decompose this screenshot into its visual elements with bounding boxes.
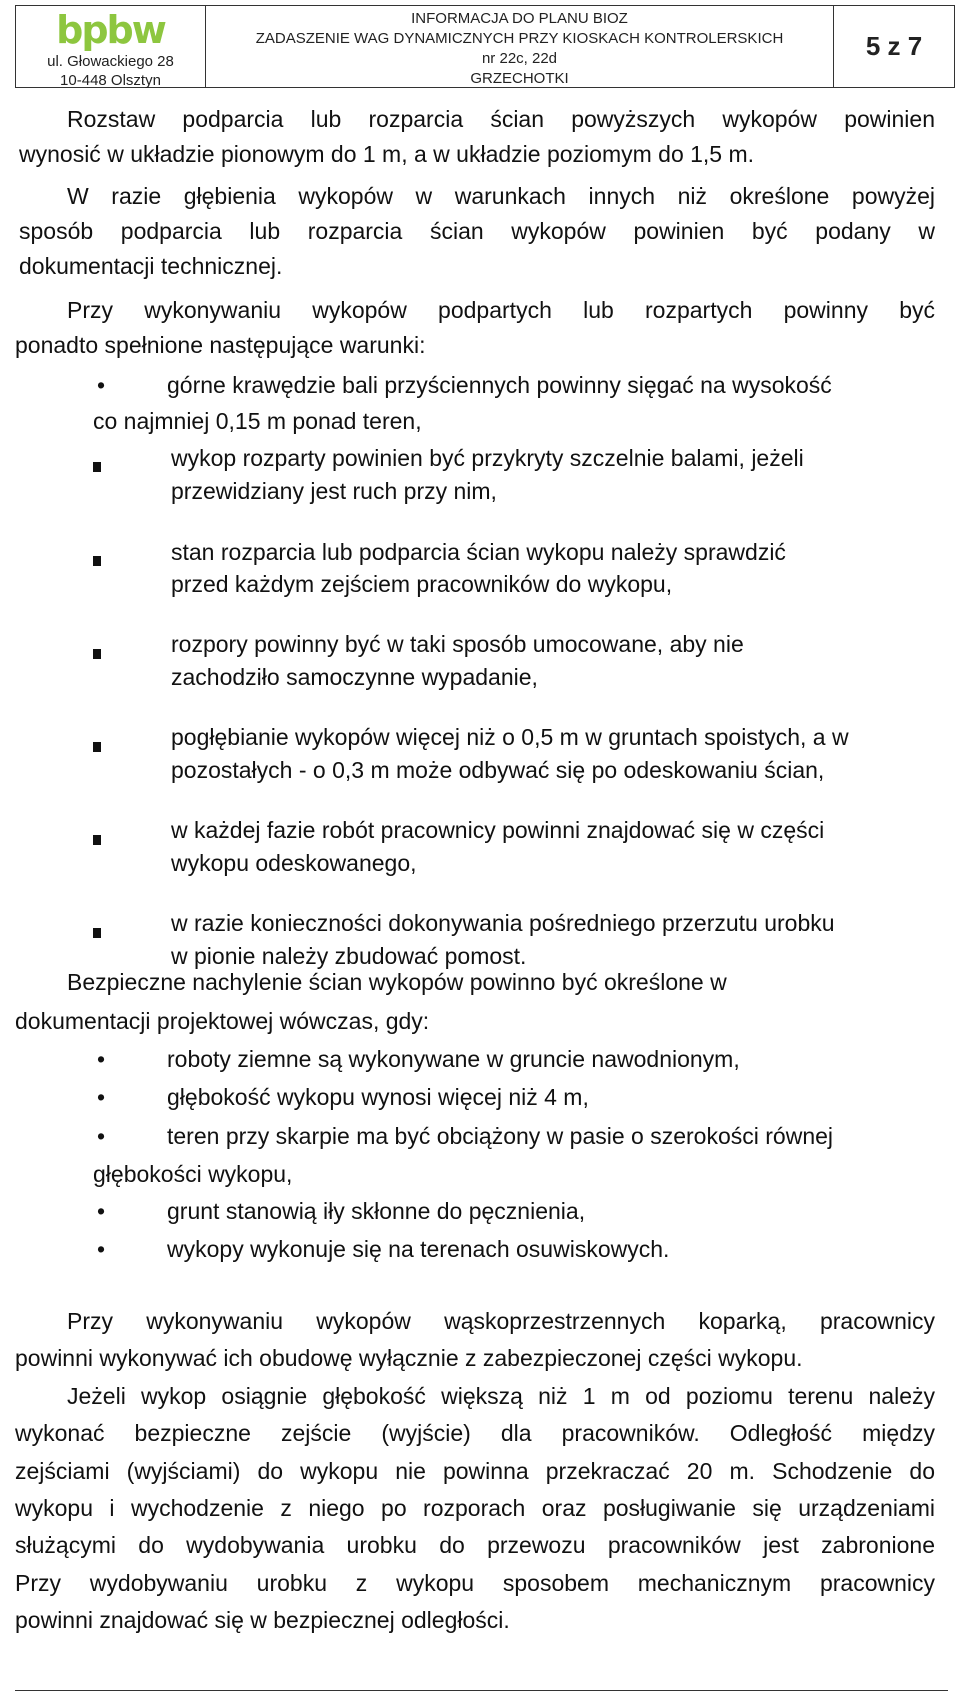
paragraph-line: Przy wydobywaniu urobku z wykopu sposobem mechanicznym pracownicy bbox=[15, 1570, 935, 1596]
page-header bbox=[15, 5, 955, 88]
square-bullet-icon bbox=[93, 451, 101, 478]
address-line-1: ul. Głowackiego 28 bbox=[47, 53, 174, 70]
list-item-text: w razie konieczności dokonywania pośredniego przerzutu urobku bbox=[171, 910, 835, 936]
address-line-2: 10-448 Olsztyn bbox=[60, 72, 161, 89]
paragraph-line: powinni wykonywać ich obudowę wyłącznie z zabezpieczonej części wykopu. bbox=[15, 1345, 803, 1371]
list-item-text: w każdej fazie robót pracownicy powinni znajdować się w części bbox=[171, 817, 825, 843]
square-bullet-icon bbox=[93, 731, 101, 758]
list-item-text: roboty ziemne są wykonywane w gruncie nawodnionym, bbox=[167, 1046, 740, 1072]
header-title-3: nr 22c, 22d bbox=[481, 50, 558, 67]
list-item-text: teren przy skarpie ma być obciążony w pasie o szerokości równej bbox=[167, 1123, 834, 1149]
list-item-text: zachodziło samoczynne wypadanie, bbox=[171, 664, 538, 690]
paragraph-line: sposób podparcia lub rozparcia ścian wykopów powinien być podany w bbox=[19, 218, 935, 244]
paragraph-line: Rozstaw podparcia lub rozparcia ścian powyższych wykopów powinien bbox=[67, 106, 935, 132]
square-bullet-icon bbox=[93, 917, 101, 944]
square-bullet-icon bbox=[93, 638, 101, 665]
paragraph-line: Przy wykonywaniu wykopów wąskoprzestrzennych koparką, pracownicy bbox=[67, 1308, 935, 1334]
bullet-dot: • bbox=[97, 1236, 106, 1262]
list-item-text: wykopy wykonuje się na terenach osuwiskowych. bbox=[167, 1236, 670, 1262]
paragraph-line: wykonać bezpieczne zejście (wyjście) dla pracowników. Odległość między bbox=[15, 1420, 935, 1446]
list-item-text: stan rozparcia lub podparcia ścian wykopu należy sprawdzić bbox=[171, 539, 786, 565]
list-item-text: co najmniej 0,15 m ponad teren, bbox=[93, 408, 422, 434]
list-item-text: w pionie należy zbudować pomost. bbox=[171, 943, 527, 969]
square-bullet-icon bbox=[93, 824, 101, 851]
list-item-text: wykop rozparty powinien być przykryty szczelnie balami, jeżeli bbox=[171, 445, 804, 471]
paragraph-line: Jeżeli wykop osiągnie głębokość większą niż 1 m od poziomu terenu należy bbox=[67, 1383, 935, 1409]
company-logo: bpbw bbox=[56, 8, 165, 52]
list-item-text: pogłębianie wykopów więcej niż o 0,5 m w gruntach spoistych, a w bbox=[171, 724, 849, 750]
header-title-4: GRZECHOTKI bbox=[470, 70, 569, 87]
paragraph-line: zejściami (wyjściami) do wykopu nie powinna przekraczać 20 m. Schodzenie do bbox=[15, 1458, 935, 1484]
paragraph-line: wykopu i wychodzenie z niego po rozporach oraz posługiwanie się urządzeniami bbox=[15, 1495, 935, 1521]
list-item-text: rozpory powinny być w taki sposób umocowane, aby nie bbox=[171, 631, 744, 657]
paragraph-line: Bezpieczne nachylenie ścian wykopów powinno być określone w bbox=[67, 969, 727, 995]
paragraph-line: dokumentacji technicznej. bbox=[19, 253, 283, 279]
header-title-1: INFORMACJA DO PLANU BIOZ bbox=[411, 10, 628, 27]
header-logo-cell bbox=[16, 6, 206, 87]
paragraph-line: W razie głębienia wykopów w warunkach innych niż określone powyżej bbox=[67, 183, 935, 209]
list-item-text: górne krawędzie bali przyściennych powinny sięgać na wysokość bbox=[167, 372, 832, 398]
bullet-dot: • bbox=[97, 1198, 106, 1224]
list-item-text: głębokości wykopu, bbox=[93, 1161, 293, 1187]
list-item-text: wykopu odeskowanego, bbox=[171, 850, 417, 876]
bullet-dot: • bbox=[97, 1084, 106, 1110]
paragraph-line: dokumentacji projektowej wówczas, gdy: bbox=[15, 1008, 430, 1034]
paragraph-line: wynosić w układzie pionowym do 1 m, a w układzie poziomym do 1,5 m. bbox=[19, 141, 755, 167]
footer-divider bbox=[15, 1690, 948, 1691]
header-title-cell bbox=[206, 6, 834, 87]
header-title-2: ZADASZENIE WAG DYNAMICZNYCH PRZY KIOSKACH KONTROLERSKICH bbox=[255, 30, 784, 47]
page-number: 5 z 7 bbox=[865, 31, 923, 61]
square-bullet-icon bbox=[93, 545, 101, 572]
bullet-dot: • bbox=[97, 1123, 106, 1149]
paragraph-line: powinni znajdować się w bezpiecznej odległości. bbox=[15, 1607, 510, 1633]
paragraph-line: służącymi do wydobywania urobku do przewozu pracowników jest zabronione bbox=[15, 1532, 935, 1558]
bullet-dot: • bbox=[97, 372, 106, 398]
list-item-text: przed każdym zejściem pracowników do wykopu, bbox=[171, 571, 673, 597]
list-item-text: grunt stanowią iły skłonne do pęcznienia, bbox=[167, 1198, 586, 1224]
list-item-text: przewidziany jest ruch przy nim, bbox=[171, 478, 497, 504]
paragraph-line: ponadto spełnione następujące warunki: bbox=[15, 332, 426, 358]
bullet-dot: • bbox=[97, 1046, 106, 1072]
list-item-text: głębokość wykopu wynosi więcej niż 4 m, bbox=[167, 1084, 589, 1110]
list-item-text: pozostałych - o 0,3 m może odbywać się po odeskowaniu ścian, bbox=[171, 757, 825, 783]
paragraph-line: Przy wykonywaniu wykopów podpartych lub rozpartych powinny być bbox=[67, 297, 935, 323]
